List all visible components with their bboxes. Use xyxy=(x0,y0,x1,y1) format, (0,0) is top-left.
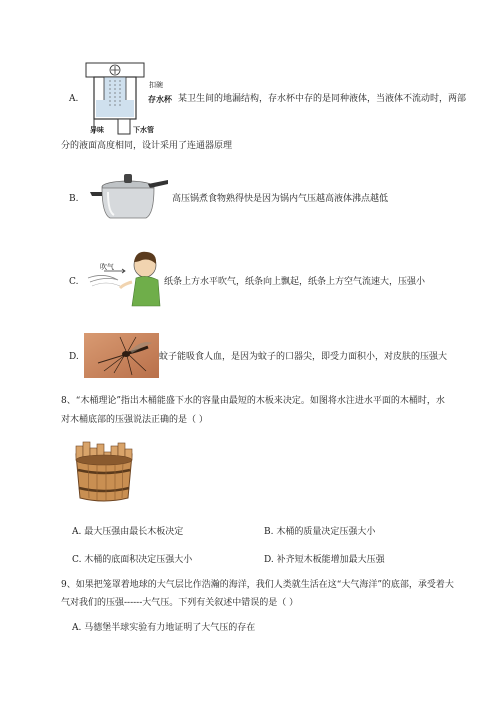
q9-option-a[interactable]: A. 马德堡半球实验有力地证明了大气压的存在 xyxy=(72,623,256,633)
q8-option-b[interactable]: B. 木桶的质量决定压强大小 xyxy=(264,527,376,537)
option-a-letter: A. xyxy=(69,94,79,104)
option-a-text-line2: 分的液面高度相同，设计采用了连通器原理 xyxy=(61,141,233,151)
q8-text-line1: 8、“木桶理论”指出木桶能盛下水的容量由最短的木板来决定。如图将水注进水平面的木桶时，水 xyxy=(61,396,445,406)
label-chuiqi: 吹气 xyxy=(100,263,114,271)
option-b-text: 高压锅煮食物熟得快是因为锅内气压越高液体沸点越低 xyxy=(172,194,389,204)
option-c-text: 纸条上方水平吹气，纸条向上飘起，纸条上方空气流速大，压强小 xyxy=(164,277,426,287)
option-c-letter: C. xyxy=(69,277,79,287)
option-d-letter: D. xyxy=(69,352,79,362)
option-a-text-line1: 某卫生间的地漏结构，存水杯中存的是同种液体，当液体不流动时，两部 xyxy=(178,94,467,104)
label-cunshuibei: 存水杯 xyxy=(148,94,172,104)
option-d-text: 蚊子能吸食人血，是因为蚊子的口器尖，即受力面积小，对皮肤的压强大 xyxy=(159,352,448,362)
boy-blowing-paper-image xyxy=(84,246,164,308)
pressure-cooker-image xyxy=(88,168,170,224)
q8-option-c[interactable]: C. 木桶的底面积决定压强大小 xyxy=(72,555,193,565)
q8-option-d[interactable]: D. 补齐短木板能增加最大压强 xyxy=(264,555,385,565)
wooden-bucket-image xyxy=(70,440,138,504)
label-yiwei: 异味 xyxy=(90,125,104,134)
label-kouwan: 扣碗 xyxy=(149,81,163,89)
option-b-letter: B. xyxy=(69,194,79,204)
label-xiashuiguan: 下水管 xyxy=(133,125,154,134)
q8-text-line2: 对木桶底部的压强说法正确的是（ ） xyxy=(61,415,208,425)
q9-text-line1: 9、如果把笼罩着地球的大气层比作浩瀚的海洋，我们人类就生活在这“大气海洋”的底部，承受着大 xyxy=(61,580,454,590)
q8-option-a[interactable]: A. 最大压强由最长木板决定 xyxy=(72,527,184,537)
q9-text-line2: 气对我们的压强------大气压。下列有关叙述中错误的是（ ） xyxy=(61,598,299,608)
mosquito-on-skin-image xyxy=(84,333,159,378)
